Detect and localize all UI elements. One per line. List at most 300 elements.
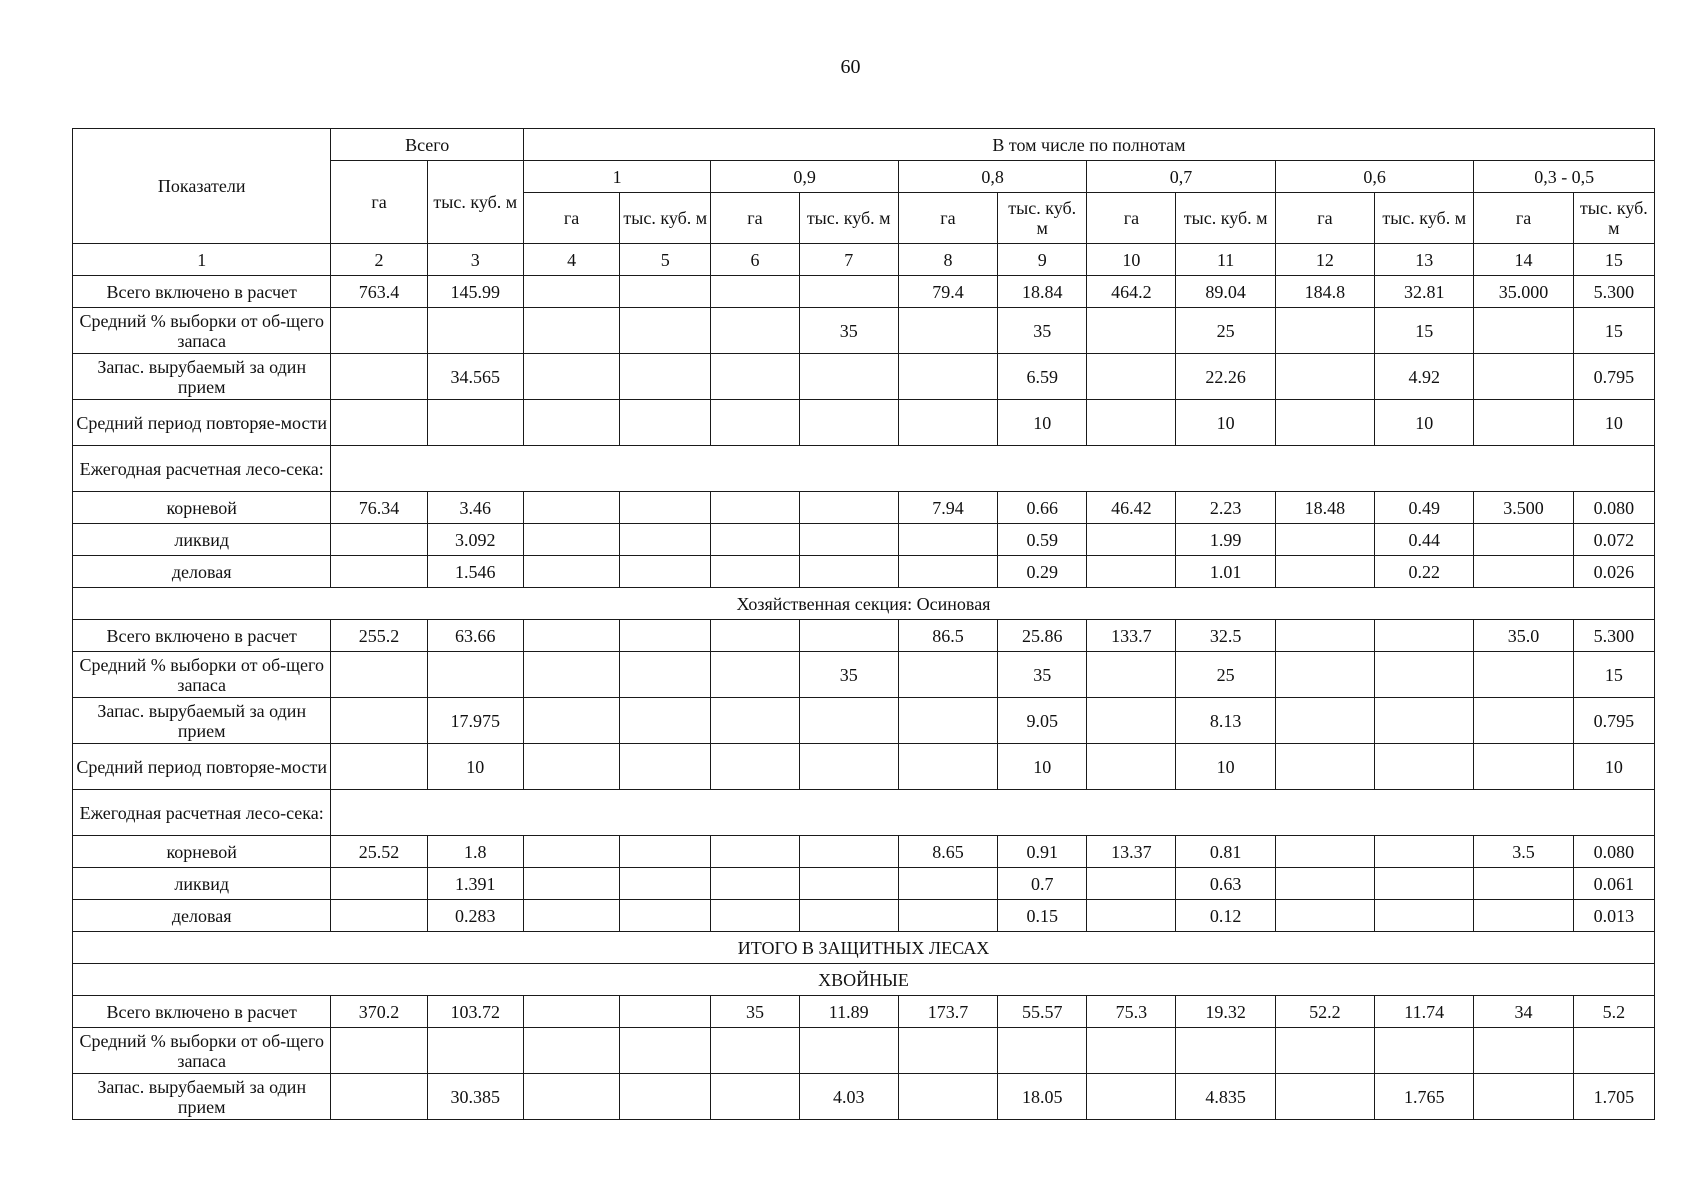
data-cell: 18.84 [998,276,1087,308]
data-cell [427,1028,523,1074]
row-label: деловая [73,900,331,932]
table-row [73,492,1655,524]
data-cell: 3.092 [427,524,523,556]
header-total: Всего [331,129,524,161]
row-label: Запас. вырубаемый за один прием [73,1074,331,1120]
data-cell [1474,354,1573,400]
data-cell: 34.565 [427,354,523,400]
data-cell: 89.04 [1176,276,1275,308]
data-cell [620,868,711,900]
header-volume: тыс. куб. м [998,193,1087,244]
data-cell [523,492,619,524]
data-cell [1375,1028,1474,1074]
column-number: 6 [711,244,799,276]
data-cell: 7.94 [898,492,997,524]
data-cell [1087,744,1176,790]
row-label: Средний % выборки от об-щего запаса [73,1028,331,1074]
data-cell [898,524,997,556]
data-cell [1275,900,1374,932]
table-row [73,868,1655,900]
data-cell [1275,836,1374,868]
page-number: 60 [840,56,861,78]
data-cell: 35 [998,308,1087,354]
header-volume: тыс. куб. м [1375,193,1474,244]
header-density: 0,6 [1275,161,1474,193]
data-cell: 0.12 [1176,900,1275,932]
column-number: 10 [1087,244,1176,276]
data-cell [898,1028,997,1074]
data-cell: 35 [711,996,799,1028]
data-cell: 0.15 [998,900,1087,932]
data-cell [523,652,619,698]
data-cell [1275,698,1374,744]
data-cell [898,400,997,446]
data-cell: 5.300 [1573,276,1654,308]
data-cell [1474,868,1573,900]
data-cell [711,524,799,556]
data-cell [1275,1028,1374,1074]
header-by-density: В том числе по полнотам [523,129,1654,161]
data-cell [1375,836,1474,868]
data-cell [711,1074,799,1120]
data-cell: 145.99 [427,276,523,308]
data-cell: 10 [1573,744,1654,790]
data-cell [898,556,997,588]
data-cell [523,996,619,1028]
data-cell: 15 [1375,308,1474,354]
section-title: ИТОГО В ЗАЩИТНЫХ ЛЕСАХ [73,932,1655,964]
data-cell: 8.65 [898,836,997,868]
data-cell: 46.42 [1087,492,1176,524]
data-cell [898,1074,997,1120]
data-cell: 79.4 [898,276,997,308]
data-cell: 55.57 [998,996,1087,1028]
table-row [73,400,1655,446]
header-total-volume: тыс. куб. м [427,161,523,244]
data-cell [1474,308,1573,354]
data-cell: 22.26 [1176,354,1275,400]
data-cell [1176,1028,1275,1074]
data-cell: 1.705 [1573,1074,1654,1120]
row-label: корневой [73,492,331,524]
data-cell [620,744,711,790]
data-cell [1087,1074,1176,1120]
section-row [73,588,1655,620]
data-cell [523,744,619,790]
data-cell [620,836,711,868]
data-cell: 4.835 [1176,1074,1275,1120]
data-cell: 0.072 [1573,524,1654,556]
data-cell: 9.05 [998,698,1087,744]
data-cell [1087,868,1176,900]
data-cell [427,400,523,446]
data-cell: 0.283 [427,900,523,932]
data-cell [1474,524,1573,556]
data-cell: 0.29 [998,556,1087,588]
data-cell: 25 [1176,652,1275,698]
data-cell [620,1074,711,1120]
data-cell [799,900,898,932]
forest-harvest-table [72,128,1655,1120]
data-cell: 0.22 [1375,556,1474,588]
data-cell [523,836,619,868]
data-cell [898,354,997,400]
data-cell [1087,354,1176,400]
data-cell: 173.7 [898,996,997,1028]
data-cell: 35 [799,308,898,354]
column-number: 4 [523,244,619,276]
table-row [73,354,1655,400]
row-label: ликвид [73,524,331,556]
data-cell [331,698,427,744]
data-cell [799,868,898,900]
data-cell: 63.66 [427,620,523,652]
data-cell: 1.01 [1176,556,1275,588]
data-cell: 32.81 [1375,276,1474,308]
table-row [73,652,1655,698]
row-label: Всего включено в расчет [73,620,331,652]
data-cell: 10 [998,400,1087,446]
data-cell: 0.44 [1375,524,1474,556]
data-cell: 15 [1573,308,1654,354]
column-number: 1 [73,244,331,276]
data-cell [620,1028,711,1074]
data-cell [1275,354,1374,400]
data-cell [1375,900,1474,932]
data-cell: 2.23 [1176,492,1275,524]
data-cell [799,354,898,400]
data-cell [523,524,619,556]
data-cell [1087,308,1176,354]
data-cell [898,698,997,744]
table-row [73,744,1655,790]
data-cell [1275,400,1374,446]
data-cell [620,354,711,400]
data-cell [799,620,898,652]
data-cell [711,698,799,744]
table-row [73,524,1655,556]
data-cell [1474,744,1573,790]
data-cell [799,698,898,744]
data-cell [331,400,427,446]
data-cell: 35.000 [1474,276,1573,308]
data-cell [711,868,799,900]
empty-span-cell [331,446,1655,492]
data-cell: 76.34 [331,492,427,524]
data-cell [523,698,619,744]
row-label: деловая [73,556,331,588]
data-cell [620,492,711,524]
row-label: Всего включено в расчет [73,276,331,308]
data-cell [799,556,898,588]
data-cell: 464.2 [1087,276,1176,308]
data-cell [799,524,898,556]
column-number: 9 [998,244,1087,276]
table-row [73,276,1655,308]
data-cell: 1.391 [427,868,523,900]
data-cell [1275,524,1374,556]
data-cell [799,276,898,308]
data-cell [427,652,523,698]
data-cell: 11.89 [799,996,898,1028]
data-cell [523,400,619,446]
data-cell: 103.72 [427,996,523,1028]
header-volume: тыс. куб. м [1573,193,1654,244]
header-ha: га [711,193,799,244]
column-number: 14 [1474,244,1573,276]
header-ha: га [1474,193,1573,244]
data-cell: 0.81 [1176,836,1275,868]
data-cell [1474,400,1573,446]
data-cell [620,900,711,932]
data-cell: 5.2 [1573,996,1654,1028]
data-cell: 18.48 [1275,492,1374,524]
table-row [73,996,1655,1028]
data-cell [711,276,799,308]
header-volume: тыс. куб. м [799,193,898,244]
data-cell [898,652,997,698]
data-cell [898,744,997,790]
data-cell [1087,400,1176,446]
data-cell [898,308,997,354]
data-cell [799,836,898,868]
table-row [73,836,1655,868]
table-row [73,620,1655,652]
data-cell: 25.52 [331,836,427,868]
data-cell [1275,556,1374,588]
data-cell [523,354,619,400]
data-cell [711,744,799,790]
data-cell: 35.0 [1474,620,1573,652]
data-cell [1573,1028,1654,1074]
data-cell [711,492,799,524]
data-cell: 133.7 [1087,620,1176,652]
row-label: Запас. вырубаемый за один прием [73,698,331,744]
data-cell [799,400,898,446]
data-cell [523,1074,619,1120]
data-cell: 86.5 [898,620,997,652]
data-cell: 0.061 [1573,868,1654,900]
header-ha: га [523,193,619,244]
column-number: 2 [331,244,427,276]
data-cell [998,1028,1087,1074]
data-cell: 3.46 [427,492,523,524]
data-cell: 10 [1176,744,1275,790]
data-cell [620,996,711,1028]
section-row [73,932,1655,964]
data-cell: 0.59 [998,524,1087,556]
data-cell: 6.59 [998,354,1087,400]
data-cell: 25.86 [998,620,1087,652]
data-cell [711,836,799,868]
table-row [73,1028,1655,1074]
table-row [73,556,1655,588]
data-cell: 1.8 [427,836,523,868]
data-cell [711,900,799,932]
data-cell [1087,652,1176,698]
header-density: 0,9 [711,161,898,193]
data-cell [1087,900,1176,932]
data-cell [331,556,427,588]
data-cell [1087,524,1176,556]
data-cell [523,1028,619,1074]
data-cell: 0.795 [1573,698,1654,744]
row-label: Средний период повторяе-мости [73,744,331,790]
row-label: Средний % выборки от об-щего запаса [73,652,331,698]
header-ha: га [898,193,997,244]
header-ha: га [1275,193,1374,244]
data-cell [799,492,898,524]
data-cell [523,868,619,900]
data-cell: 10 [998,744,1087,790]
data-cell [711,354,799,400]
data-cell [523,900,619,932]
data-cell: 0.91 [998,836,1087,868]
table-row [73,308,1655,354]
data-cell [1375,620,1474,652]
data-cell: 0.63 [1176,868,1275,900]
data-cell: 5.300 [1573,620,1654,652]
data-cell: 184.8 [1275,276,1374,308]
table-row [73,790,1655,836]
column-number: 3 [427,244,523,276]
header-ha: га [1087,193,1176,244]
data-cell [1375,698,1474,744]
table-row [73,446,1655,492]
data-cell [1375,652,1474,698]
data-cell [1474,1028,1573,1074]
data-cell [331,744,427,790]
data-cell: 10 [1573,400,1654,446]
header-total-ha: га [331,161,427,244]
column-number: 5 [620,244,711,276]
data-cell: 763.4 [331,276,427,308]
data-cell: 18.05 [998,1074,1087,1120]
data-cell [1275,1074,1374,1120]
data-cell: 4.92 [1375,354,1474,400]
row-label: Средний период повторяе-мости [73,400,331,446]
data-cell [711,652,799,698]
data-cell [620,652,711,698]
column-number: 15 [1573,244,1654,276]
data-cell: 1.765 [1375,1074,1474,1120]
data-cell [799,744,898,790]
data-cell [711,308,799,354]
table-row [73,900,1655,932]
data-cell: 35 [998,652,1087,698]
data-cell [1087,698,1176,744]
column-number: 11 [1176,244,1275,276]
data-cell [331,868,427,900]
data-cell: 0.013 [1573,900,1654,932]
column-number: 7 [799,244,898,276]
data-cell [1375,744,1474,790]
data-cell: 8.13 [1176,698,1275,744]
data-cell [523,556,619,588]
data-cell [898,868,997,900]
data-cell [711,620,799,652]
data-cell [1275,652,1374,698]
data-cell: 34 [1474,996,1573,1028]
data-cell [620,556,711,588]
data-cell: 30.385 [427,1074,523,1120]
data-cell: 11.74 [1375,996,1474,1028]
data-cell: 15 [1573,652,1654,698]
data-cell: 10 [1176,400,1275,446]
data-cell: 0.795 [1573,354,1654,400]
data-cell: 255.2 [331,620,427,652]
data-cell: 0.49 [1375,492,1474,524]
data-cell [1275,620,1374,652]
data-cell [331,652,427,698]
data-cell: 1.99 [1176,524,1275,556]
data-cell [1275,868,1374,900]
row-label: Средний % выборки от об-щего запаса [73,308,331,354]
data-cell [1087,556,1176,588]
row-label: Ежегодная расчетная лесо-сека: [73,790,331,836]
data-cell [711,556,799,588]
data-cell [1275,744,1374,790]
data-cell: 0.7 [998,868,1087,900]
table-row [73,698,1655,744]
row-label: Ежегодная расчетная лесо-сека: [73,446,331,492]
data-cell [620,308,711,354]
row-label: ликвид [73,868,331,900]
data-cell: 0.080 [1573,492,1654,524]
data-cell: 10 [427,744,523,790]
row-label: корневой [73,836,331,868]
data-cell [427,308,523,354]
data-cell: 3.5 [1474,836,1573,868]
data-cell: 0.080 [1573,836,1654,868]
data-cell: 17.975 [427,698,523,744]
data-cell [331,354,427,400]
data-cell [1474,556,1573,588]
data-cell: 3.500 [1474,492,1573,524]
section-row [73,964,1655,996]
section-title: Хозяйственная секция: Осиновая [73,588,1655,620]
data-cell [620,400,711,446]
data-cell: 52.2 [1275,996,1374,1028]
data-cell: 1.546 [427,556,523,588]
data-cell: 13.37 [1087,836,1176,868]
data-cell [331,308,427,354]
header-density: 0,8 [898,161,1086,193]
data-cell [1375,868,1474,900]
data-cell: 19.32 [1176,996,1275,1028]
section-title: ХВОЙНЫЕ [73,964,1655,996]
empty-span-cell [331,790,1655,836]
data-cell [331,1028,427,1074]
header-density: 0,3 - 0,5 [1474,161,1655,193]
data-cell [331,1074,427,1120]
data-cell: 4.03 [799,1074,898,1120]
header-volume: тыс. куб. м [620,193,711,244]
data-cell [523,308,619,354]
data-cell [1474,1074,1573,1120]
data-cell [1474,652,1573,698]
data-cell: 10 [1375,400,1474,446]
data-cell: 0.026 [1573,556,1654,588]
table-row [73,1074,1655,1120]
data-cell [711,1028,799,1074]
data-cell [1087,1028,1176,1074]
data-cell [331,524,427,556]
data-cell: 75.3 [1087,996,1176,1028]
data-cell [1474,698,1573,744]
data-cell: 25 [1176,308,1275,354]
row-label: Всего включено в расчет [73,996,331,1028]
